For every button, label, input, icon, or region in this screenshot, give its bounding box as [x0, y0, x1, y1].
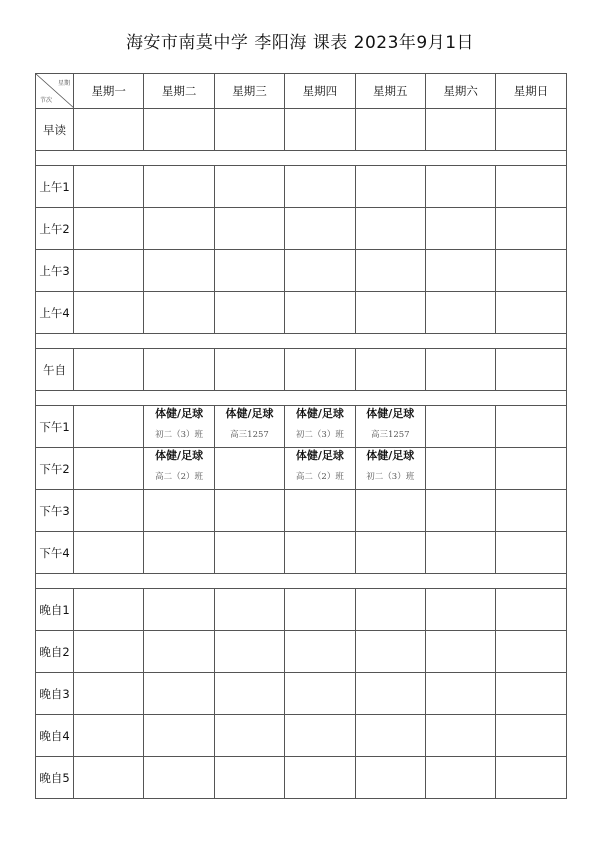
schedule-cell[interactable] [74, 715, 144, 757]
schedule-cell[interactable] [214, 292, 284, 334]
period-row [36, 631, 567, 673]
schedule-cell[interactable] [144, 631, 214, 673]
period-row [36, 532, 567, 574]
schedule-cell[interactable] [285, 757, 355, 799]
period-label: 晚自5 [36, 757, 74, 799]
class-name: 初二（3）班 [155, 430, 204, 440]
schedule-cell[interactable] [74, 673, 144, 715]
period-label: 午自 [36, 349, 74, 391]
schedule-cell[interactable] [144, 589, 214, 631]
class-name: 高三1257 [230, 430, 269, 440]
period-label: 下午2 [36, 448, 74, 490]
schedule-cell[interactable] [74, 490, 144, 532]
period-row [36, 448, 567, 490]
schedule-cell[interactable] [285, 208, 355, 250]
period-label: 晚自1 [36, 589, 74, 631]
period-label: 早读 [36, 109, 74, 151]
day-header: 星期三 [214, 74, 284, 109]
schedule-cell[interactable] [496, 208, 566, 250]
schedule-cell[interactable] [285, 406, 355, 448]
period-label: 下午1 [36, 406, 74, 448]
schedule-cell[interactable] [144, 490, 214, 532]
separator-cell [36, 334, 567, 349]
separator-row [36, 391, 567, 406]
schedule-cell[interactable] [285, 166, 355, 208]
schedule-cell[interactable] [74, 532, 144, 574]
schedule-cell[interactable] [144, 448, 214, 490]
schedule-cell[interactable] [144, 292, 214, 334]
period-row [36, 490, 567, 532]
schedule-cell[interactable] [425, 532, 495, 574]
course-name: 体健/足球 [366, 407, 415, 420]
schedule-cell[interactable] [214, 715, 284, 757]
schedule-cell[interactable] [496, 406, 566, 448]
period-row [36, 589, 567, 631]
schedule-cell[interactable] [144, 208, 214, 250]
schedule-cell[interactable] [144, 673, 214, 715]
period-row [36, 250, 567, 292]
schedule-cell[interactable] [496, 349, 566, 391]
header-row [36, 74, 567, 109]
separator-row [36, 151, 567, 166]
schedule-cell[interactable] [496, 166, 566, 208]
schedule-cell[interactable] [214, 208, 284, 250]
schedule-cell[interactable] [496, 589, 566, 631]
day-header: 星期二 [144, 74, 214, 109]
schedule-cell[interactable] [425, 715, 495, 757]
period-row [36, 292, 567, 334]
schedule-cell[interactable] [74, 292, 144, 334]
schedule-cell[interactable] [214, 631, 284, 673]
schedule-cell[interactable] [214, 349, 284, 391]
class-name: 高二（2）班 [295, 472, 344, 482]
schedule-cell[interactable] [355, 490, 425, 532]
period-row [36, 673, 567, 715]
schedule-cell[interactable] [496, 757, 566, 799]
schedule-cell[interactable] [214, 406, 284, 448]
schedule-cell[interactable] [496, 109, 566, 151]
schedule-cell[interactable] [214, 490, 284, 532]
period-label: 晚自4 [36, 715, 74, 757]
schedule-cell[interactable] [425, 673, 495, 715]
schedule-cell[interactable] [425, 490, 495, 532]
schedule-cell[interactable] [74, 589, 144, 631]
schedule-cell[interactable] [425, 166, 495, 208]
period-row [36, 166, 567, 208]
schedule-cell[interactable] [355, 166, 425, 208]
period-row [36, 406, 567, 448]
course-name: 体健/足球 [366, 449, 415, 462]
period-label: 下午4 [36, 532, 74, 574]
schedule-cell[interactable] [425, 250, 495, 292]
schedule-cell[interactable] [214, 448, 284, 490]
separator-row [36, 334, 567, 349]
schedule-cell[interactable] [425, 109, 495, 151]
period-label: 上午3 [36, 250, 74, 292]
schedule-cell[interactable] [496, 631, 566, 673]
schedule-cell[interactable] [496, 292, 566, 334]
period-label: 上午1 [36, 166, 74, 208]
schedule-cell[interactable] [285, 589, 355, 631]
schedule-cell[interactable] [74, 250, 144, 292]
page-title: 海安市南莫中学 李阳海 课表 2023年9月1日 [125, 33, 475, 53]
period-label: 晚自3 [36, 673, 74, 715]
schedule-cell[interactable] [355, 757, 425, 799]
period-row [36, 715, 567, 757]
schedule-cell[interactable] [285, 715, 355, 757]
schedule-cell[interactable] [425, 208, 495, 250]
schedule-cell[interactable] [214, 109, 284, 151]
course-name: 体健/足球 [295, 407, 344, 420]
separator-cell [36, 391, 567, 406]
schedule-cell[interactable] [355, 715, 425, 757]
schedule-cell[interactable] [285, 448, 355, 490]
schedule-cell[interactable] [425, 757, 495, 799]
period-row [36, 208, 567, 250]
period-label: 下午3 [36, 490, 74, 532]
schedule-cell[interactable] [214, 166, 284, 208]
day-header: 星期四 [285, 74, 355, 109]
timetable-body [36, 109, 567, 799]
schedule-cell[interactable] [285, 532, 355, 574]
schedule-cell[interactable] [355, 631, 425, 673]
schedule-cell[interactable] [355, 589, 425, 631]
schedule-cell[interactable] [214, 532, 284, 574]
timetable [35, 73, 567, 799]
schedule-cell[interactable] [496, 250, 566, 292]
schedule-cell[interactable] [74, 166, 144, 208]
period-row [36, 109, 567, 151]
schedule-cell[interactable] [74, 406, 144, 448]
schedule-cell[interactable] [425, 349, 495, 391]
schedule-cell[interactable] [285, 109, 355, 151]
schedule-cell[interactable] [355, 109, 425, 151]
course-name: 体健/足球 [155, 407, 204, 420]
schedule-cell[interactable] [496, 673, 566, 715]
course-name: 体健/足球 [225, 407, 274, 420]
schedule-cell[interactable] [355, 406, 425, 448]
corner-weekday-label: 星期 [57, 80, 70, 87]
schedule-cell[interactable] [496, 715, 566, 757]
schedule-cell[interactable] [496, 448, 566, 490]
schedule-cell[interactable] [144, 166, 214, 208]
schedule-cell[interactable] [425, 631, 495, 673]
schedule-cell[interactable] [144, 715, 214, 757]
schedule-cell[interactable] [74, 109, 144, 151]
day-header: 星期日 [496, 74, 566, 109]
schedule-cell[interactable] [74, 349, 144, 391]
period-row [36, 757, 567, 799]
schedule-cell[interactable] [355, 673, 425, 715]
schedule-cell[interactable] [144, 109, 214, 151]
schedule-cell[interactable] [285, 292, 355, 334]
period-row [36, 349, 567, 391]
period-label: 上午4 [36, 292, 74, 334]
class-name: 高三1257 [370, 430, 410, 440]
schedule-cell[interactable] [285, 490, 355, 532]
schedule-cell[interactable] [144, 532, 214, 574]
schedule-cell[interactable] [355, 292, 425, 334]
schedule-cell[interactable] [144, 250, 214, 292]
schedule-cell[interactable] [214, 250, 284, 292]
schedule-cell[interactable] [74, 757, 144, 799]
schedule-cell[interactable] [214, 589, 284, 631]
schedule-cell[interactable] [144, 349, 214, 391]
schedule-cell[interactable] [355, 349, 425, 391]
schedule-cell[interactable] [74, 448, 144, 490]
schedule-cell[interactable] [496, 532, 566, 574]
period-label: 上午2 [36, 208, 74, 250]
schedule-cell[interactable] [355, 250, 425, 292]
schedule-cell[interactable] [214, 673, 284, 715]
schedule-cell[interactable] [355, 448, 425, 490]
schedule-cell[interactable] [285, 250, 355, 292]
schedule-cell[interactable] [144, 406, 214, 448]
schedule-cell[interactable] [425, 406, 495, 448]
separator-cell [36, 151, 567, 166]
schedule-cell[interactable] [144, 757, 214, 799]
schedule-cell[interactable] [496, 490, 566, 532]
schedule-cell[interactable] [214, 757, 284, 799]
schedule-cell[interactable] [285, 631, 355, 673]
schedule-cell[interactable] [74, 631, 144, 673]
day-header: 星期六 [425, 74, 495, 109]
schedule-cell[interactable] [425, 448, 495, 490]
class-name: 高二（2）班 [155, 472, 204, 482]
period-label: 晚自2 [36, 631, 74, 673]
day-header: 星期一 [74, 74, 144, 109]
separator-cell [36, 574, 567, 589]
schedule-cell[interactable] [355, 208, 425, 250]
class-name: 初二（3）班 [295, 430, 344, 440]
schedule-cell[interactable] [285, 349, 355, 391]
schedule-cell[interactable] [285, 673, 355, 715]
course-name: 体健/足球 [155, 449, 204, 462]
course-name: 体健/足球 [295, 449, 344, 462]
day-header: 星期五 [355, 74, 425, 109]
schedule-cell[interactable] [425, 589, 495, 631]
schedule-cell[interactable] [355, 532, 425, 574]
schedule-cell[interactable] [74, 208, 144, 250]
corner-period-label: 节次 [40, 97, 53, 104]
schedule-cell[interactable] [425, 292, 495, 334]
separator-row [36, 574, 567, 589]
corner-header [36, 74, 74, 109]
class-name: 初二（3）班 [366, 472, 415, 482]
